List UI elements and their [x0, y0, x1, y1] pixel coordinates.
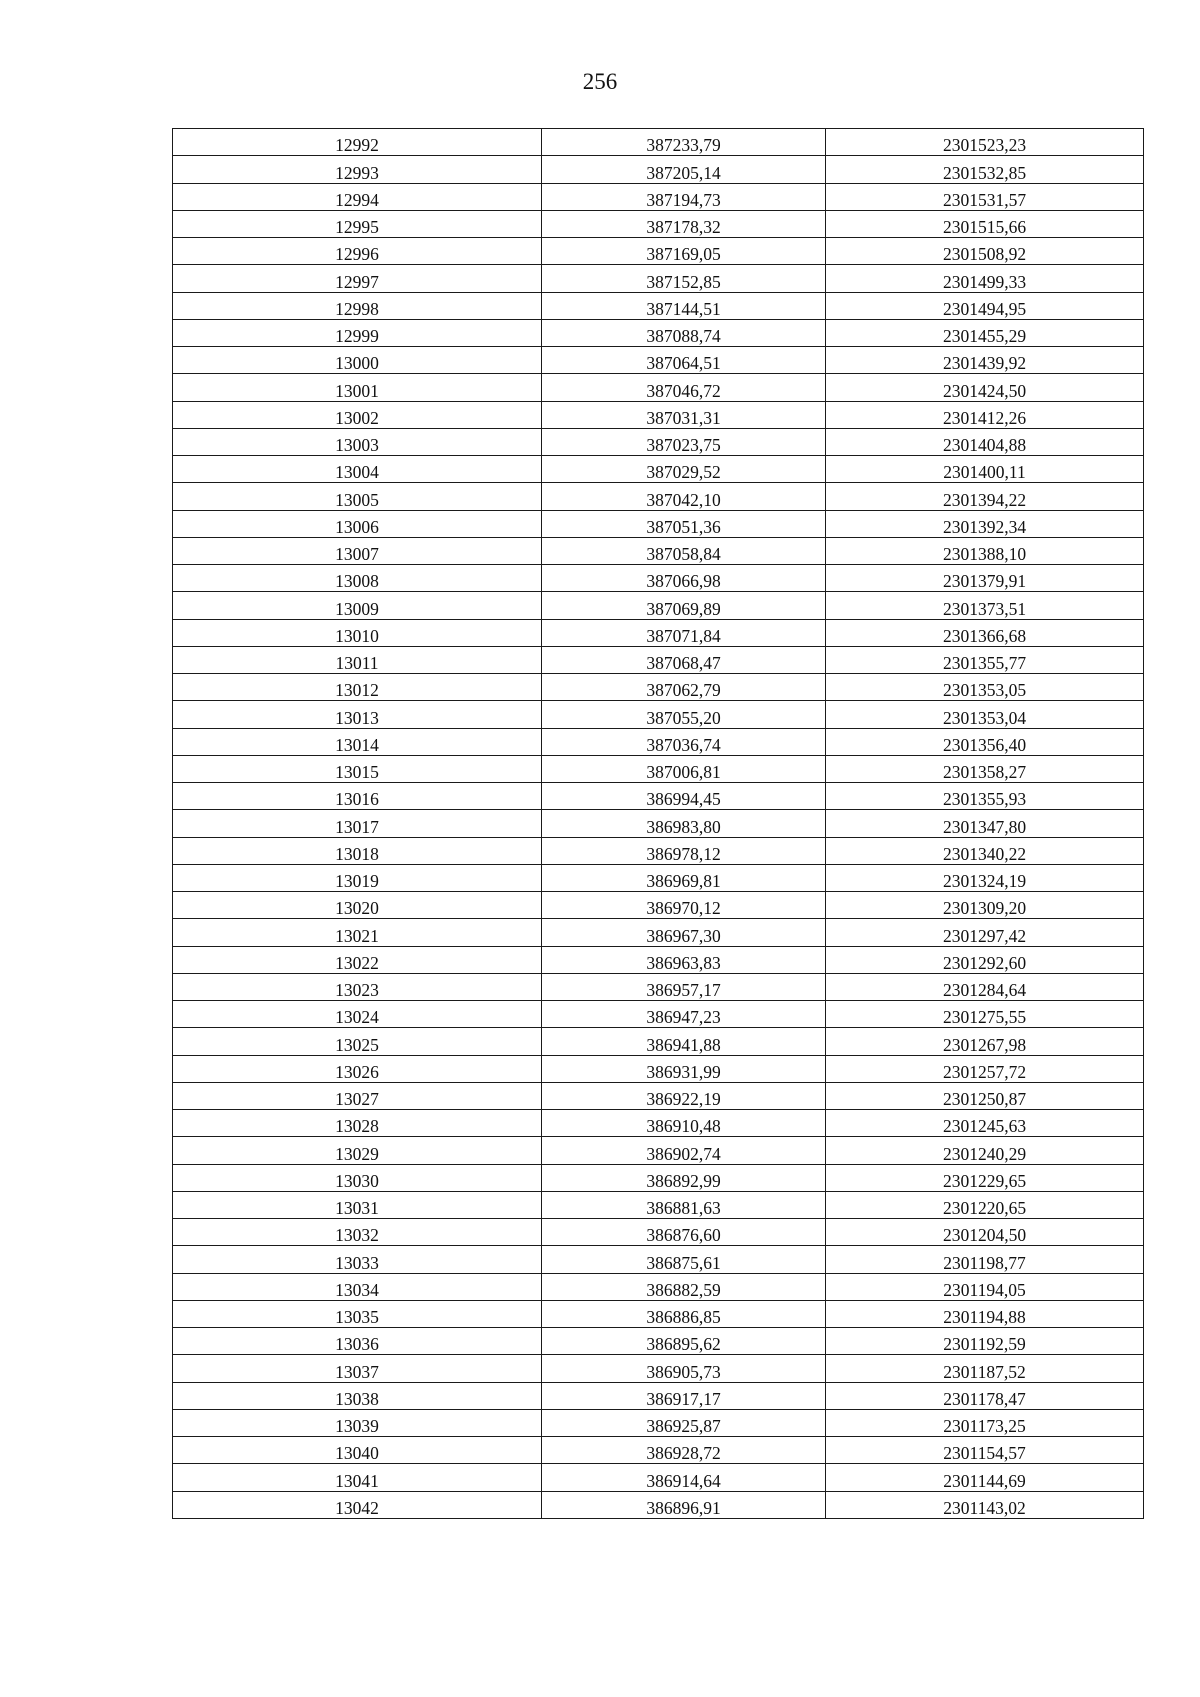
point-number-cell: 13036: [173, 1328, 542, 1355]
x-coordinate-cell: 387064,51: [542, 347, 826, 374]
x-coordinate-cell: 387036,74: [542, 728, 826, 755]
y-coordinate-cell: 2301187,52: [826, 1355, 1144, 1382]
point-number-cell: 13009: [173, 592, 542, 619]
y-coordinate-cell: 2301532,85: [826, 156, 1144, 183]
table-row: [173, 1491, 1144, 1518]
point-number-cell: 13021: [173, 919, 542, 946]
x-coordinate-cell: 386925,87: [542, 1409, 826, 1436]
table-row: [173, 755, 1144, 782]
y-coordinate-cell: 2301358,27: [826, 755, 1144, 782]
y-coordinate-cell: 2301353,04: [826, 701, 1144, 728]
y-coordinate-cell: 2301220,65: [826, 1191, 1144, 1218]
point-number-cell: 13008: [173, 565, 542, 592]
point-number-cell: 13032: [173, 1219, 542, 1246]
point-number-cell: 13019: [173, 864, 542, 891]
point-number-cell: 13016: [173, 783, 542, 810]
x-coordinate-cell: 387071,84: [542, 619, 826, 646]
y-coordinate-cell: 2301204,50: [826, 1219, 1144, 1246]
y-coordinate-cell: 2301194,05: [826, 1273, 1144, 1300]
point-number-cell: 13005: [173, 483, 542, 510]
y-coordinate-cell: 2301267,98: [826, 1028, 1144, 1055]
y-coordinate-cell: 2301173,25: [826, 1409, 1144, 1436]
table-row: [173, 1437, 1144, 1464]
point-number-cell: 13041: [173, 1464, 542, 1491]
table-row: [173, 1382, 1144, 1409]
point-number-cell: 13014: [173, 728, 542, 755]
x-coordinate-cell: 386896,91: [542, 1491, 826, 1518]
table-row: [173, 810, 1144, 837]
x-coordinate-cell: 386917,17: [542, 1382, 826, 1409]
x-coordinate-cell: 387152,85: [542, 265, 826, 292]
x-coordinate-cell: 387006,81: [542, 755, 826, 782]
table-row: [173, 728, 1144, 755]
table-row: [173, 347, 1144, 374]
point-number-cell: 13010: [173, 619, 542, 646]
x-coordinate-cell: 386881,63: [542, 1191, 826, 1218]
y-coordinate-cell: 2301292,60: [826, 946, 1144, 973]
point-number-cell: 13031: [173, 1191, 542, 1218]
table-row: [173, 783, 1144, 810]
table-row: [173, 565, 1144, 592]
table-row: [173, 1001, 1144, 1028]
table-row: [173, 1110, 1144, 1137]
table-row: [173, 428, 1144, 455]
y-coordinate-cell: 2301404,88: [826, 428, 1144, 455]
table-row: [173, 1300, 1144, 1327]
x-coordinate-cell: 387233,79: [542, 129, 826, 156]
point-number-cell: 13022: [173, 946, 542, 973]
table-row: [173, 456, 1144, 483]
point-number-cell: 13035: [173, 1300, 542, 1327]
point-number-cell: 13037: [173, 1355, 542, 1382]
x-coordinate-cell: 387051,36: [542, 510, 826, 537]
point-number-cell: 13001: [173, 374, 542, 401]
table-row: [173, 892, 1144, 919]
point-number-cell: 12993: [173, 156, 542, 183]
x-coordinate-cell: 386905,73: [542, 1355, 826, 1382]
y-coordinate-cell: 2301388,10: [826, 537, 1144, 564]
x-coordinate-cell: 386967,30: [542, 919, 826, 946]
x-coordinate-cell: 387205,14: [542, 156, 826, 183]
y-coordinate-cell: 2301394,22: [826, 483, 1144, 510]
table-row: [173, 210, 1144, 237]
x-coordinate-cell: 386910,48: [542, 1110, 826, 1137]
x-coordinate-cell: 387144,51: [542, 292, 826, 319]
point-number-cell: 13024: [173, 1001, 542, 1028]
x-coordinate-cell: 386875,61: [542, 1246, 826, 1273]
point-number-cell: 13013: [173, 701, 542, 728]
point-number-cell: 12994: [173, 183, 542, 210]
table-row: [173, 129, 1144, 156]
y-coordinate-cell: 2301194,88: [826, 1300, 1144, 1327]
y-coordinate-cell: 2301154,57: [826, 1437, 1144, 1464]
y-coordinate-cell: 2301144,69: [826, 1464, 1144, 1491]
x-coordinate-cell: 387169,05: [542, 238, 826, 265]
coordinates-table-body: [173, 129, 1144, 1519]
x-coordinate-cell: 386886,85: [542, 1300, 826, 1327]
x-coordinate-cell: 387068,47: [542, 646, 826, 673]
point-number-cell: 13000: [173, 347, 542, 374]
y-coordinate-cell: 2301508,92: [826, 238, 1144, 265]
table-row: [173, 1082, 1144, 1109]
y-coordinate-cell: 2301324,19: [826, 864, 1144, 891]
y-coordinate-cell: 2301439,92: [826, 347, 1144, 374]
table-row: [173, 374, 1144, 401]
table-row: [173, 1328, 1144, 1355]
y-coordinate-cell: 2301355,77: [826, 646, 1144, 673]
table-row: [173, 1164, 1144, 1191]
x-coordinate-cell: 386941,88: [542, 1028, 826, 1055]
y-coordinate-cell: 2301455,29: [826, 319, 1144, 346]
point-number-cell: 13023: [173, 973, 542, 1000]
table-row: [173, 401, 1144, 428]
y-coordinate-cell: 2301531,57: [826, 183, 1144, 210]
y-coordinate-cell: 2301499,33: [826, 265, 1144, 292]
x-coordinate-cell: 386983,80: [542, 810, 826, 837]
x-coordinate-cell: 387055,20: [542, 701, 826, 728]
y-coordinate-cell: 2301143,02: [826, 1491, 1144, 1518]
table-row: [173, 1409, 1144, 1436]
x-coordinate-cell: 387058,84: [542, 537, 826, 564]
point-number-cell: 13017: [173, 810, 542, 837]
y-coordinate-cell: 2301523,23: [826, 129, 1144, 156]
point-number-cell: 13028: [173, 1110, 542, 1137]
y-coordinate-cell: 2301366,68: [826, 619, 1144, 646]
y-coordinate-cell: 2301515,66: [826, 210, 1144, 237]
point-number-cell: 12992: [173, 129, 542, 156]
point-number-cell: 13020: [173, 892, 542, 919]
point-number-cell: 13015: [173, 755, 542, 782]
point-number-cell: 13030: [173, 1164, 542, 1191]
point-number-cell: 13034: [173, 1273, 542, 1300]
x-coordinate-cell: 387062,79: [542, 674, 826, 701]
point-number-cell: 12995: [173, 210, 542, 237]
y-coordinate-cell: 2301347,80: [826, 810, 1144, 837]
coordinates-table: [172, 128, 1144, 1519]
y-coordinate-cell: 2301355,93: [826, 783, 1144, 810]
x-coordinate-cell: 387194,73: [542, 183, 826, 210]
table-row: [173, 619, 1144, 646]
table-row: [173, 238, 1144, 265]
point-number-cell: 13026: [173, 1055, 542, 1082]
x-coordinate-cell: 386882,59: [542, 1273, 826, 1300]
y-coordinate-cell: 2301257,72: [826, 1055, 1144, 1082]
y-coordinate-cell: 2301379,91: [826, 565, 1144, 592]
table-row: [173, 646, 1144, 673]
x-coordinate-cell: 387178,32: [542, 210, 826, 237]
table-row: [173, 837, 1144, 864]
y-coordinate-cell: 2301340,22: [826, 837, 1144, 864]
x-coordinate-cell: 386931,99: [542, 1055, 826, 1082]
point-number-cell: 13029: [173, 1137, 542, 1164]
x-coordinate-cell: 386914,64: [542, 1464, 826, 1491]
y-coordinate-cell: 2301356,40: [826, 728, 1144, 755]
point-number-cell: 13025: [173, 1028, 542, 1055]
point-number-cell: 13012: [173, 674, 542, 701]
y-coordinate-cell: 2301284,64: [826, 973, 1144, 1000]
y-coordinate-cell: 2301198,77: [826, 1246, 1144, 1273]
point-number-cell: 13042: [173, 1491, 542, 1518]
table-row: [173, 1028, 1144, 1055]
table-row: [173, 1191, 1144, 1218]
x-coordinate-cell: 386969,81: [542, 864, 826, 891]
x-coordinate-cell: 387069,89: [542, 592, 826, 619]
table-row: [173, 864, 1144, 891]
point-number-cell: 13039: [173, 1409, 542, 1436]
point-number-cell: 13011: [173, 646, 542, 673]
table-row: [173, 592, 1144, 619]
x-coordinate-cell: 387029,52: [542, 456, 826, 483]
point-number-cell: 13004: [173, 456, 542, 483]
table-row: [173, 919, 1144, 946]
table-row: [173, 319, 1144, 346]
y-coordinate-cell: 2301178,47: [826, 1382, 1144, 1409]
point-number-cell: 12996: [173, 238, 542, 265]
y-coordinate-cell: 2301240,29: [826, 1137, 1144, 1164]
point-number-cell: 13018: [173, 837, 542, 864]
point-number-cell: 13006: [173, 510, 542, 537]
y-coordinate-cell: 2301250,87: [826, 1082, 1144, 1109]
x-coordinate-cell: 386957,17: [542, 973, 826, 1000]
x-coordinate-cell: 387023,75: [542, 428, 826, 455]
x-coordinate-cell: 386994,45: [542, 783, 826, 810]
point-number-cell: 13038: [173, 1382, 542, 1409]
table-row: [173, 946, 1144, 973]
y-coordinate-cell: 2301392,34: [826, 510, 1144, 537]
y-coordinate-cell: 2301353,05: [826, 674, 1144, 701]
x-coordinate-cell: 386922,19: [542, 1082, 826, 1109]
x-coordinate-cell: 386970,12: [542, 892, 826, 919]
y-coordinate-cell: 2301424,50: [826, 374, 1144, 401]
table-row: [173, 537, 1144, 564]
x-coordinate-cell: 386902,74: [542, 1137, 826, 1164]
y-coordinate-cell: 2301373,51: [826, 592, 1144, 619]
x-coordinate-cell: 386892,99: [542, 1164, 826, 1191]
x-coordinate-cell: 386876,60: [542, 1219, 826, 1246]
x-coordinate-cell: 386895,62: [542, 1328, 826, 1355]
table-row: [173, 1219, 1144, 1246]
x-coordinate-cell: 387042,10: [542, 483, 826, 510]
y-coordinate-cell: 2301494,95: [826, 292, 1144, 319]
point-number-cell: 12998: [173, 292, 542, 319]
table-row: [173, 1355, 1144, 1382]
point-number-cell: 13033: [173, 1246, 542, 1273]
point-number-cell: 13003: [173, 428, 542, 455]
table-row: [173, 483, 1144, 510]
x-coordinate-cell: 386928,72: [542, 1437, 826, 1464]
table-row: [173, 1055, 1144, 1082]
y-coordinate-cell: 2301275,55: [826, 1001, 1144, 1028]
table-row: [173, 510, 1144, 537]
table-row: [173, 183, 1144, 210]
x-coordinate-cell: 386978,12: [542, 837, 826, 864]
x-coordinate-cell: 387031,31: [542, 401, 826, 428]
table-row: [173, 1246, 1144, 1273]
y-coordinate-cell: 2301229,65: [826, 1164, 1144, 1191]
y-coordinate-cell: 2301297,42: [826, 919, 1144, 946]
table-row: [173, 265, 1144, 292]
table-row: [173, 1273, 1144, 1300]
table-row: [173, 973, 1144, 1000]
point-number-cell: 13027: [173, 1082, 542, 1109]
x-coordinate-cell: 387088,74: [542, 319, 826, 346]
y-coordinate-cell: 2301400,11: [826, 456, 1144, 483]
x-coordinate-cell: 387046,72: [542, 374, 826, 401]
table-row: [173, 292, 1144, 319]
y-coordinate-cell: 2301245,63: [826, 1110, 1144, 1137]
y-coordinate-cell: 2301192,59: [826, 1328, 1144, 1355]
table-row: [173, 701, 1144, 728]
x-coordinate-cell: 386947,23: [542, 1001, 826, 1028]
table-row: [173, 674, 1144, 701]
x-coordinate-cell: 387066,98: [542, 565, 826, 592]
point-number-cell: 12997: [173, 265, 542, 292]
point-number-cell: 13040: [173, 1437, 542, 1464]
point-number-cell: 13002: [173, 401, 542, 428]
point-number-cell: 12999: [173, 319, 542, 346]
y-coordinate-cell: 2301309,20: [826, 892, 1144, 919]
page-number: 256: [582, 69, 618, 94]
y-coordinate-cell: 2301412,26: [826, 401, 1144, 428]
table-row: [173, 1464, 1144, 1491]
table-row: [173, 1137, 1144, 1164]
point-number-cell: 13007: [173, 537, 542, 564]
table-row: [173, 156, 1144, 183]
x-coordinate-cell: 386963,83: [542, 946, 826, 973]
